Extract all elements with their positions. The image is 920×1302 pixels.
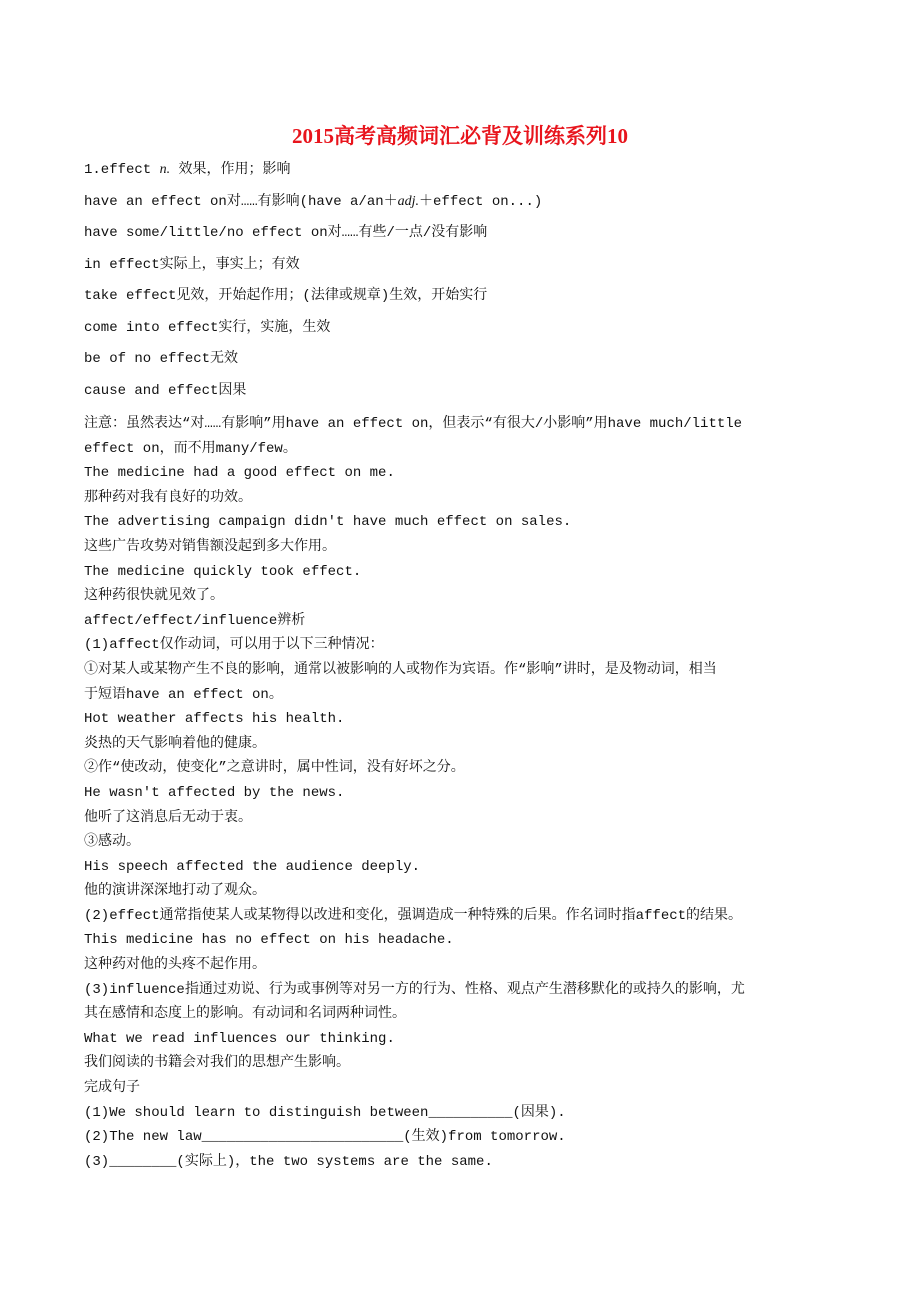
text-line: (2)effect通常指使某人或某物得以改进和变化，强调造成一种特殊的后果。作名词时指affect的结果。: [84, 907, 743, 924]
text-line: 于短语have an effect on。: [84, 686, 283, 703]
text-line: His speech affected the audience deeply.: [84, 858, 421, 875]
text-line: (1)affect仅作动词，可以用于以下三种情况：: [84, 637, 384, 654]
text-line: 这种药很快就见效了。: [84, 588, 224, 605]
text-line: The medicine had a good effect on me.: [84, 465, 395, 482]
text-line: 这种药对他的头疼不起作用。: [84, 957, 266, 974]
text-line: The medicine quickly took effect.: [84, 563, 362, 580]
text-line: (1)We should learn to distinguish between__________(因果).: [84, 1104, 566, 1121]
text-line: He wasn't affected by the news.: [84, 784, 345, 801]
part-of-speech: adj.: [397, 193, 420, 209]
phrase-line: take effect见效，开始起作用；(法律或规章)生效，开始实行: [84, 288, 488, 304]
document-body: [84, 160, 844, 1176]
text-line: 注意：虽然表达“对……有影响”用have an effect on，但表示“有很大/小影响”用have much/little: [84, 416, 743, 432]
phrase-line: [84, 192, 844, 224]
text-line: 完成句子: [84, 1080, 140, 1097]
text-line: 其在感情和态度上的影响。有动词和名词两种词性。: [84, 1006, 406, 1023]
text-line: ②作“使改动，使变化”之意讲时，属中性词，没有好坏之分。: [84, 760, 465, 777]
document-title: 2015高考高频词汇必背及训练系列10: [292, 124, 628, 148]
text-line: 这些广告攻势对销售额没起到多大作用。: [84, 538, 336, 555]
text-line: ①对某人或某物产生不良的影响，通常以被影响的人或物作为宾语。作“影响”讲时，是及物动词，相当: [84, 661, 717, 678]
phrase-text: have an effect on对……有影响(have a/an＋: [84, 193, 398, 210]
text-line: effect on，而不用many/few。: [84, 440, 297, 457]
phrase-text: ＋effect on...): [419, 193, 543, 210]
text-line: 他听了这消息后无动于衷。: [84, 809, 252, 826]
phrase-line: come into effect实行，实施，生效: [84, 319, 331, 336]
phrase-line: cause and effect因果: [84, 382, 247, 399]
text-line: Hot weather affects his health.: [84, 711, 345, 728]
phrase-line: in effect实际上，事实上；有效: [84, 256, 300, 273]
text-line: ③感动。: [84, 834, 140, 851]
text-line: (2)The new law________________________(生效)from tomorrow.: [84, 1129, 566, 1146]
text-line: 我们阅读的书籍会对我们的思想产生影响。: [84, 1055, 350, 1072]
entry-heading: [84, 160, 844, 192]
text-line: 炎热的天气影响着他的健康。: [84, 735, 266, 752]
definition: 效果，作用；影响: [170, 162, 291, 178]
part-of-speech: n.: [159, 162, 171, 177]
headword: 1.effect: [84, 162, 160, 178]
text-line: 那种药对我有良好的功效。: [84, 489, 252, 506]
text-line: This medicine has no effect on his headache.: [84, 932, 454, 949]
text-line: (3)influence指通过劝说、行为或事例等对另一方的行为、性格、观点产生潜移默化的或持久的影响，尤: [84, 981, 745, 998]
text-line: 他的演讲深深地打动了观众。: [84, 883, 266, 900]
text-line: What we read influences our thinking.: [84, 1030, 395, 1047]
phrase-line: be of no effect无效: [84, 351, 239, 367]
phrase-line: have some/little/no effect on对……有些/一点/没有影响: [84, 225, 488, 241]
text-line: (3)________(实际上)，the two systems are the same.: [84, 1153, 493, 1170]
text-line: The advertising campaign didn't have much effect on sales.: [84, 514, 572, 531]
text-line: affect/effect/influence辨析: [84, 612, 306, 629]
